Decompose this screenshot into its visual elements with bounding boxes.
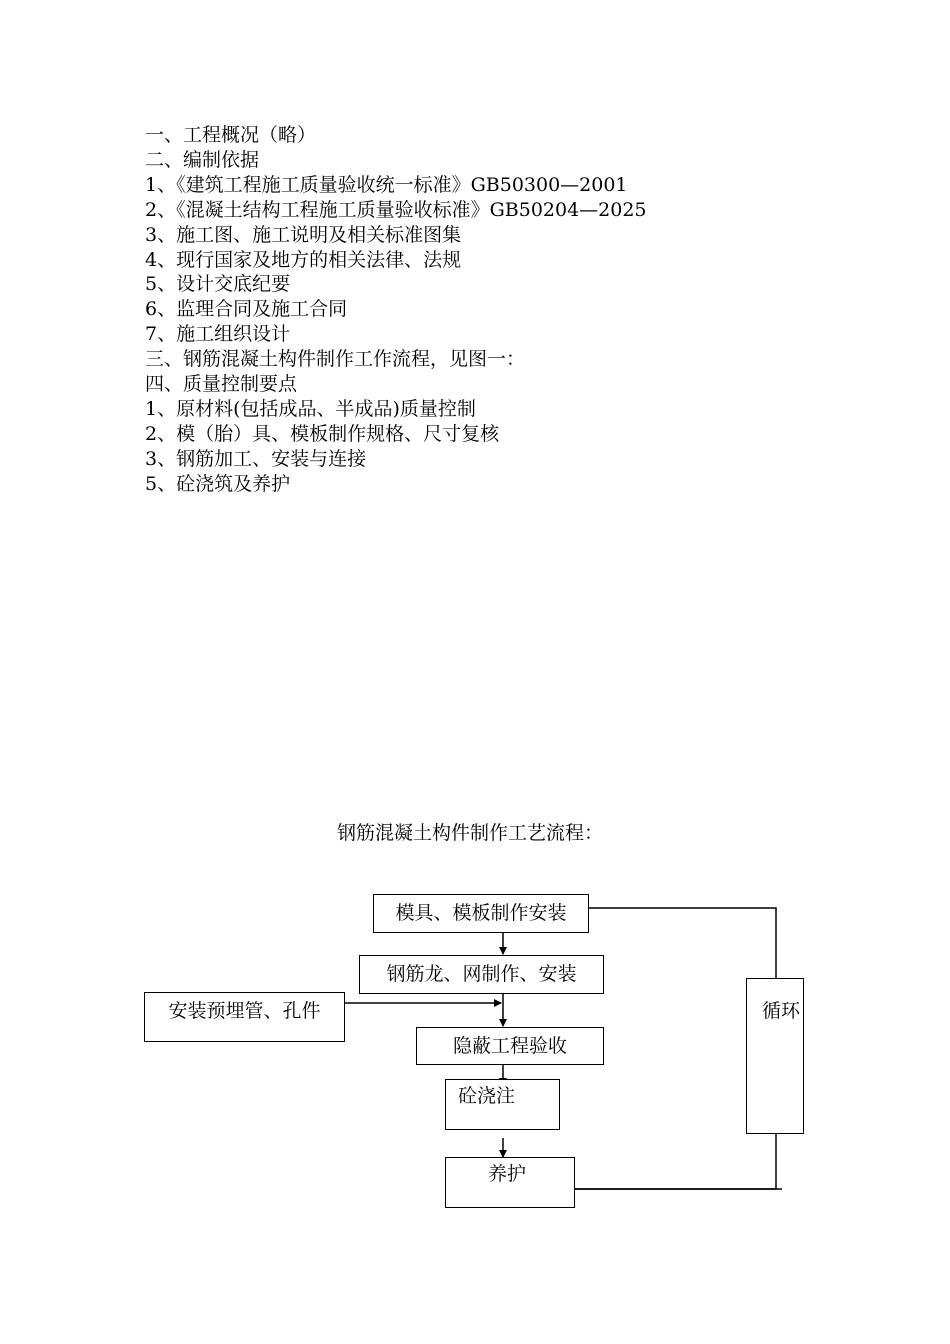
step-rebar-box bbox=[359, 955, 604, 994]
outline-line: 3、钢筋加工、安装与连接 bbox=[145, 447, 367, 470]
step-curing-box bbox=[445, 1157, 575, 1208]
outline-line: 2、《混凝土结构工程施工质量验收标准》GB50204—2025 bbox=[145, 198, 647, 221]
outline-line: 四、质量控制要点 bbox=[145, 373, 298, 396]
step-cycle-label: 循环 bbox=[762, 1000, 801, 1022]
step-cycle-box bbox=[746, 978, 804, 1134]
step-formwork-box bbox=[373, 894, 589, 933]
outline-line: 三、钢筋混凝土构件制作工作流程，见图一： bbox=[145, 348, 526, 371]
flowchart-title: 钢筋混凝土构件制作工艺流程： bbox=[336, 822, 603, 844]
outline-line: 5、设计交底纪要 bbox=[145, 273, 291, 296]
step-pouring-box bbox=[445, 1079, 560, 1130]
cycle-line-bottom bbox=[575, 1133, 776, 1189]
outline-line: 6、监理合同及施工合同 bbox=[145, 298, 348, 321]
cycle-line-top bbox=[589, 908, 776, 978]
step-formwork-label: 模具、模板制作安装 bbox=[395, 902, 567, 924]
step-embedded-label: 安装预埋管、孔件 bbox=[168, 1000, 321, 1022]
step-curing-label: 养护 bbox=[488, 1163, 527, 1185]
outline-line: 2、模（胎）具、模板制作规格、尺寸复核 bbox=[145, 422, 500, 445]
outline-line: 1、原材料(包括成品、半成品)质量控制 bbox=[145, 397, 476, 420]
outline-line: 7、施工组织设计 bbox=[145, 323, 291, 346]
step-concealed-label: 隐蔽工程验收 bbox=[452, 1035, 567, 1057]
step-concealed-box bbox=[416, 1027, 604, 1065]
step-rebar-label: 钢筋龙、网制作、安装 bbox=[386, 963, 577, 985]
outline-line: 5、砼浇筑及养护 bbox=[145, 472, 291, 495]
step-embedded-box bbox=[144, 992, 345, 1042]
step-pouring-label: 砼浇注 bbox=[458, 1085, 516, 1107]
outline-line: 一、工程概况（略） bbox=[145, 124, 317, 146]
outline-line: 二、编制依据 bbox=[145, 148, 260, 171]
outline-line: 4、现行国家及地方的相关法律、法规 bbox=[145, 248, 462, 271]
outline-line: 3、施工图、施工说明及相关标准图集 bbox=[145, 223, 462, 246]
outline-line: 1、《建筑工程施工质量验收统一标准》GB50300—2001 bbox=[145, 173, 628, 196]
